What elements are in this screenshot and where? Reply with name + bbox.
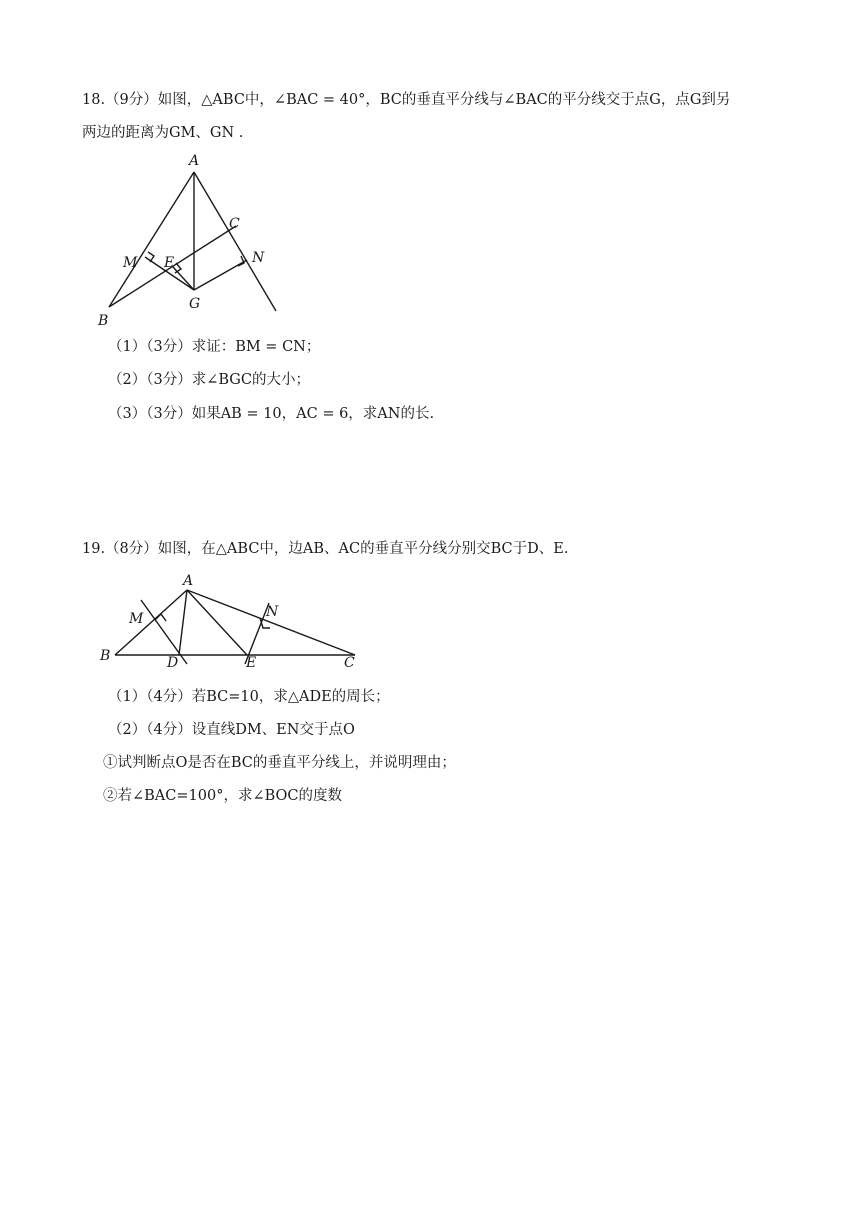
q18-part3: （3）（3分）如果AB = 10，AC = 6，求AN的长. <box>108 406 435 422</box>
q18-side-ac <box>194 172 276 311</box>
q19-subpart1: ①试判断点O是否在BC的垂直平分线上，并说明理由； <box>103 755 456 771</box>
q18-label-e: E <box>164 255 175 271</box>
q19-label-b: B <box>100 648 111 664</box>
q19-side-ac <box>187 590 355 655</box>
q18-header: 18.（9分）如图，△ABC中，∠BAC = 40°，BC的垂直平分线与∠BAC的平分线交于点G，点G到另 <box>82 92 731 108</box>
q19-side-ab <box>115 590 187 655</box>
q18-label-c: C <box>229 216 240 232</box>
q19-label-a: A <box>183 573 194 589</box>
q19-label-e: E <box>246 655 257 670</box>
q19-right-angle-m <box>155 614 166 621</box>
q19-label-n: N <box>266 604 279 620</box>
q18-side-ab <box>109 172 194 307</box>
q18-label-b: B <box>98 313 109 329</box>
q19-label-d: D <box>167 655 179 670</box>
q18-segment-gn <box>194 260 247 290</box>
q18-figure <box>95 150 295 330</box>
q19-part1: （1）（4分）若BC=10，求△ADE的周长； <box>108 689 390 705</box>
q18-label-g: G <box>189 296 201 312</box>
q18-header-continuation: 两边的距离为GM、GN . <box>82 125 244 141</box>
q18-part1: （1）（3分）求证：BM = CN； <box>108 339 321 355</box>
q18-label-n: N <box>252 250 265 266</box>
q19-label-c: C <box>344 655 355 670</box>
q19-part2: （2）（4分）设直线DM、EN交于点O <box>108 722 355 738</box>
q18-label-m: M <box>123 255 138 271</box>
q19-subpart2: ②若∠BAC=100°，求∠BOC的度数 <box>103 788 343 804</box>
q18-right-angle-m <box>148 252 154 262</box>
q19-segment-ae <box>187 590 247 655</box>
q19-label-m: M <box>129 611 144 627</box>
q19-header: 19.（8分）如图，在△ABC中，边AB、AC的垂直平分线分别交BC于D、E. <box>82 541 569 557</box>
q19-figure <box>95 570 365 670</box>
q19-segment-ad <box>179 590 187 655</box>
q18-part2: （2）（3分）求∠BGC的大小； <box>108 372 310 388</box>
q18-label-a: A <box>189 153 200 169</box>
